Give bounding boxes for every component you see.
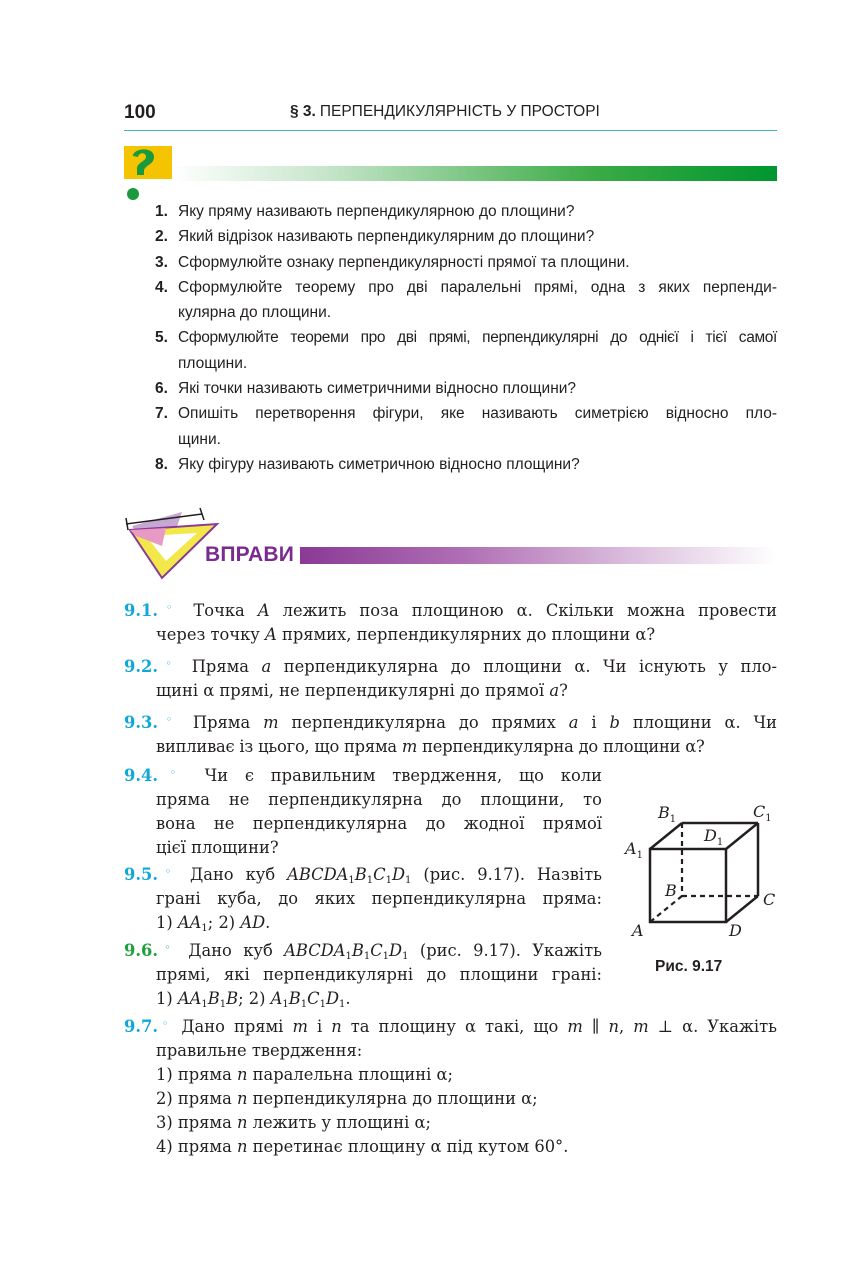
exercise-9-4: 9.4.◦ Чи є правильним твердження, що коли пряма не перпендикулярна до площини, то вона не перпендикулярна до жодної прямої цієї площини? (124, 766, 602, 857)
question-item: 8. Яку фігуру називають симетричною відносно площини? (155, 455, 580, 473)
answer-option-2: 2) пряма n перпендикулярна до площини α; (156, 1089, 538, 1108)
label-D: D (729, 921, 742, 940)
label-C1: $C_1$ (753, 802, 772, 824)
answer-option-3: 3) пряма n лежить у площині α; (156, 1113, 431, 1132)
exercise-9-3: 9.3.◦ Пряма m перпендикулярна до прямих a і b площини α. Чи випливає із цього, що пряма m перпендикулярна до площини α? (124, 713, 777, 756)
label-D1: $D_1$ (704, 826, 724, 848)
exercise-9-2: 9.2.◦ Пряма a перпендикулярна до площини α. Чи існують у пло- щині α прямі, не перпендикулярні до прямої a? (124, 657, 777, 700)
exercise-9-7: 9.7.◦ Дано прямі m і n та площину α такі, що m ∥ n, m ⊥ α. Укажіть правильне твердження: 1) пряма n паралельна площині α; 2) пряма n перпендикулярна до площини α; 3) пряма n лежить у площині α; 4) пряма n перетинає площину α під кутом 60°. (124, 1012, 777, 1159)
question-item: 6. Які точки називають симетричними відносно площини? (155, 380, 577, 398)
question-item: 3. Сформулюйте ознаку перпендикулярності прямої та площини. (155, 253, 630, 271)
exercise-number: 9.1. (124, 601, 158, 620)
question-item: 1. Яку пряму називають перпендикулярною до площини? (155, 203, 575, 220)
label-A: A (632, 921, 644, 940)
question-item: 2. Який відрізок називають перпендикулярним до площини? (155, 228, 595, 246)
page-number: 100 (124, 102, 156, 123)
running-title (290, 103, 600, 121)
answer-option-4: 4) пряма n перетинає площину α під кутом 60°. (156, 1137, 569, 1156)
question-mark-icon (124, 146, 172, 204)
page-header (124, 98, 777, 131)
label-A1: $A_1$ (625, 839, 643, 861)
exercises-purple-bar (300, 547, 777, 564)
question-item: 7. Опишіть перетворення фігури, яке називають симетрією відносно пло- щини. (155, 405, 777, 448)
label-B: B (665, 881, 677, 900)
question-item: 4. Сформулюйте теорему про дві паралельні прямі, одна з яких перпенди- кулярна до площини. (155, 278, 777, 322)
exercise-9-6: 9.6.◦ Дано куб $ABCDA_1B_1C_1D_1$ (рис. 9.17). Укажіть прямі, які перпендикулярні до площини грані: 1) $AA_1B_1B$; 2) $A_1B_1C_1D_1$. (124, 941, 602, 1010)
figure-caption: Рис. 9.17 (655, 958, 723, 975)
label-B1: $B_1$ (658, 803, 677, 825)
cube-figure (622, 798, 782, 948)
control-questions-list (155, 199, 777, 477)
section-title: ПЕРПЕНДИКУЛЯРНІСТЬ У ПРОСТОРІ (319, 103, 600, 120)
exercise-9-5: 9.5.◦ Дано куб $ABCDA_1B_1C_1D_1$ (рис. 9.17). Назвіть грані куба, до яких перпендикулярна пряма: 1) $AA_1$; 2) AD. (124, 865, 602, 934)
answer-option-1: 1) пряма n паралельна площині α; (156, 1065, 453, 1084)
section-number: § 3. (290, 103, 316, 120)
questions-green-bar (172, 166, 777, 181)
exercises-heading: ВПРАВИ (205, 543, 295, 566)
question-item: 5. Сформулюйте теореми про дві прямі, перпендикулярні до однієї і тієї самої площини. (155, 329, 777, 372)
label-C: C (763, 890, 776, 909)
exercise-9-1: 9.1.◦ Точка A лежить поза площиною α. Скільки можна провести через точку A прямих, перпендикулярних до площини α? (124, 601, 778, 644)
